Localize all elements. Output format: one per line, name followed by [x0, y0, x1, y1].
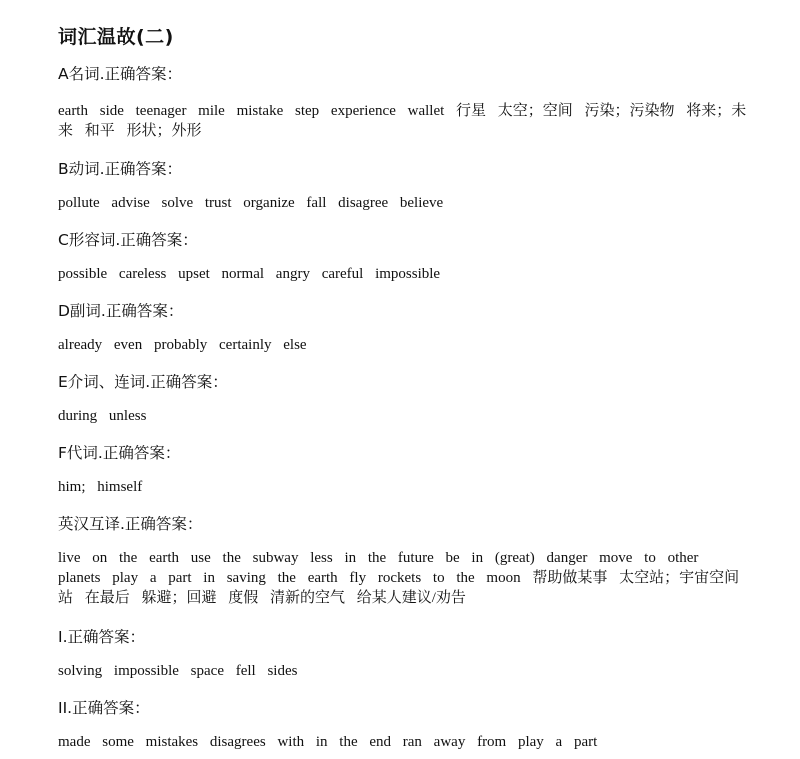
section-answers-part-1: solving impossible space fell sides — [58, 663, 298, 679]
section-heading-prepositions: E介词、连词.正确答案： — [58, 373, 228, 391]
section-heading-pronouns: F代词.正确答案： — [58, 444, 181, 462]
section-answers-adjectives: possible careless upset normal angry careful impossible — [58, 266, 441, 282]
section-heading-nouns: A名词.正确答案： — [58, 65, 183, 83]
section-answers-nouns: earth side teenager mile mistake step experience wallet 行星 太空；空间 污染；污染物 将来；未来 和平 形状；外形 — [58, 103, 747, 139]
section-heading-part-1: I.正确答案： — [58, 628, 145, 646]
section-heading-verbs: B动词.正确答案： — [58, 160, 183, 178]
page-title: 词汇温故(二) — [58, 26, 174, 48]
section-heading-adjectives: C形容词.正确答案： — [58, 231, 198, 249]
section-answers-prepositions: during unless — [58, 408, 147, 424]
section-answers-part-2: made some mistakes disagrees with in the end ran away from play a part — [58, 734, 598, 750]
section-answers-verbs: pollute advise solve trust organize fall disagree believe — [58, 195, 444, 211]
section-answers-pronouns: him; himself — [58, 479, 143, 495]
section-heading-adverbs: D副词.正确答案： — [58, 302, 184, 320]
section-answers-adverbs: already even probably certainly else — [58, 337, 307, 353]
section-heading-part-2: II.正确答案： — [58, 699, 150, 717]
section-heading-translation: 英汉互译.正确答案： — [58, 515, 203, 533]
section-answers-translation: live on the earth use the subway less in the future be in (great) danger move to other planets play a part in saving the earth fly rockets to the moon 帮助做某事 太空站；宇宙空间站 在最后 躲避；回避 度假 清新的空气 给某人建议/劝告 — [58, 550, 740, 606]
